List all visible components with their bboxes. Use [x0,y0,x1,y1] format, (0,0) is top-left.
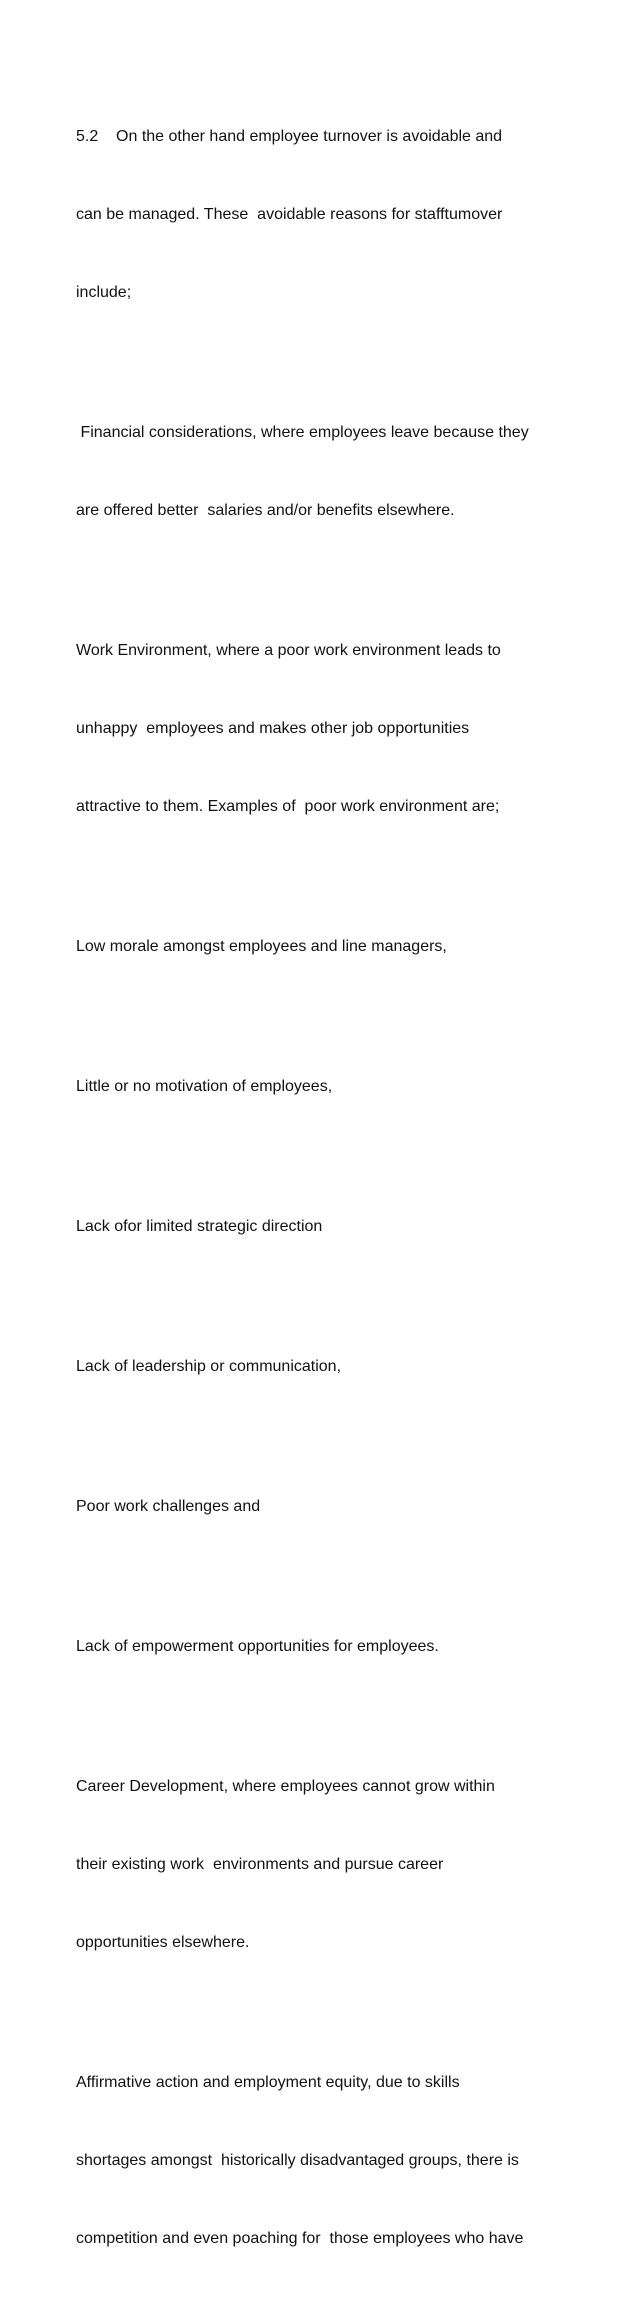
text-line: Lack of empowerment opportunities for employees. [76,1638,439,1655]
document-body [76,72,576,2314]
text-line: Career Development, where employees cannot grow within [76,1778,495,1795]
text-line: Little or no motivation of employees, [76,1078,333,1095]
paragraph-financial [76,368,576,576]
paragraph-career-development [76,1722,576,2008]
text-line: Lack ofor limited strategic direction [76,1218,323,1235]
text-line: attractive to them. Examples of poor work environment are; [76,798,500,815]
paragraph-work-challenges [76,1442,576,1572]
text-line: unhappy employees and makes other job opportunities [76,720,470,737]
paragraph-empowerment [76,1582,576,1712]
text-line: Financial considerations, where employees leave because they [76,424,529,441]
text-line: shortages amongst historically disadvantaged groups, there is [76,2152,519,2169]
text-line: Poor work challenges and [76,1498,261,1515]
text-line: include; [76,284,132,301]
paragraph-low-morale [76,882,576,1012]
paragraph-turnover-intro [76,72,576,358]
text-line: Low morale amongst employees and line managers, [76,938,447,955]
paragraph-affirmative-action [76,2018,576,2304]
text-line: are offered better salaries and/or benefits elsewhere. [76,502,455,519]
text-line: can be managed. These avoidable reasons for stafftumover [76,206,503,223]
text-line: opportunities elsewhere. [76,1934,250,1951]
paragraph-work-environment [76,586,576,872]
text-line: Lack of leadership or communication, [76,1358,342,1375]
paragraph-strategic-direction [76,1162,576,1292]
paragraph-leadership [76,1302,576,1432]
text-line: their existing work environments and pursue career [76,1856,444,1873]
text-line: Work Environment, where a poor work environment leads to [76,642,501,659]
text-line: 5.2 On the other hand employee turnover is avoidable and [76,128,503,145]
text-line: competition and even poaching for those employees who have [76,2230,524,2247]
paragraph-motivation [76,1022,576,1152]
text-line: Affirmative action and employment equity, due to skills [76,2074,460,2091]
